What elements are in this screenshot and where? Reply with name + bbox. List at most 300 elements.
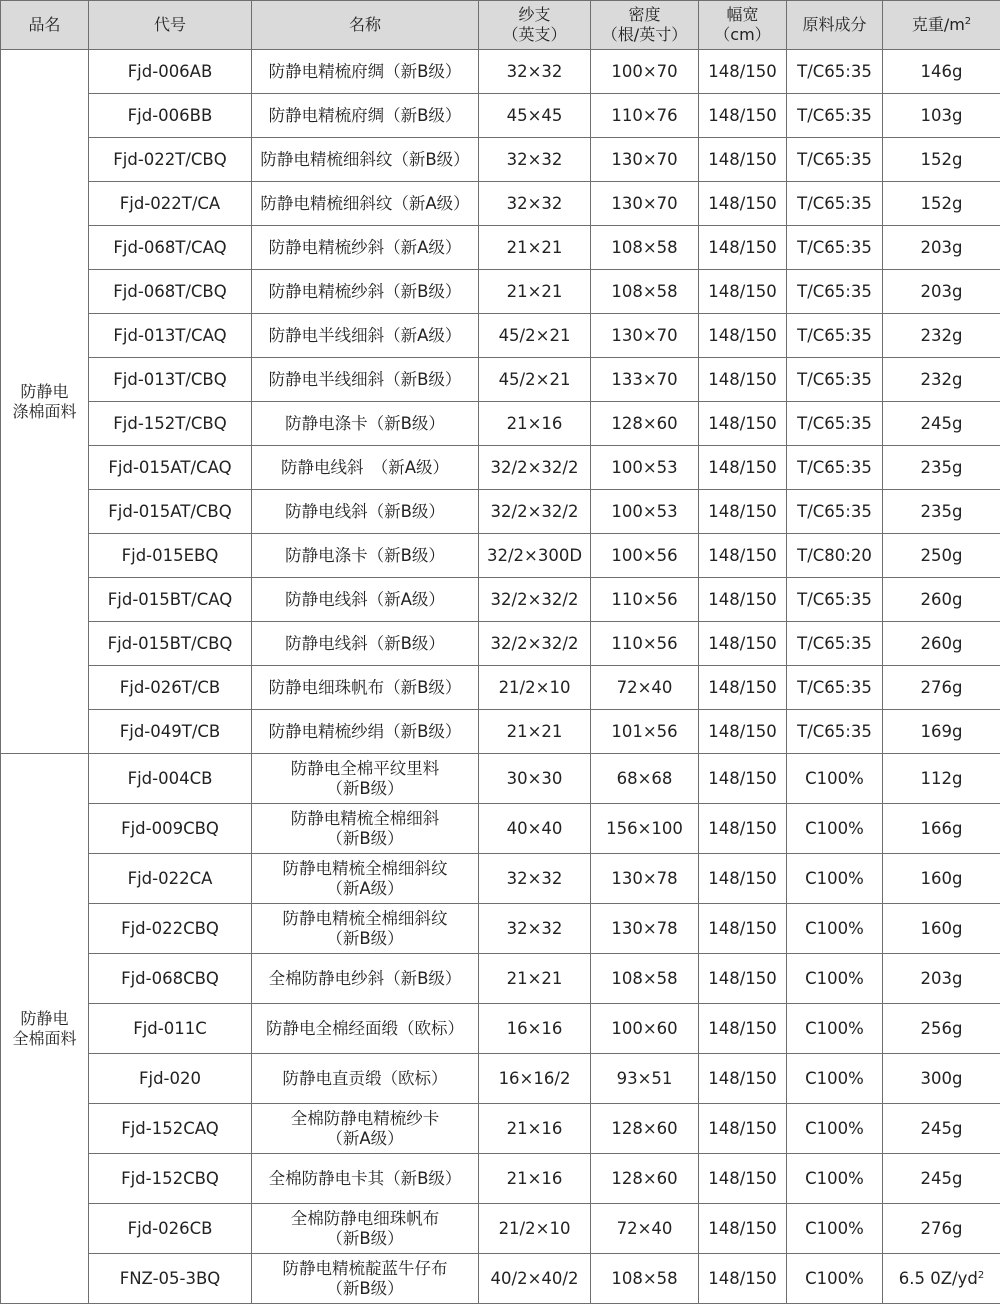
weight-value: 103g [921, 106, 963, 125]
table-row [1, 754, 1000, 804]
density-cell: 101×56 [591, 710, 699, 754]
table-row [1, 804, 1000, 854]
name-line: 防静电精梳细斜纹（新B级） [254, 150, 476, 170]
width-cell: 148/150 [699, 490, 787, 534]
name-line: 防静电细珠帆布（新B级） [254, 678, 476, 698]
table-row [1, 138, 1000, 182]
name-line: 防静电精梳纱斜（新B级） [254, 282, 476, 302]
material-cell: C100% [787, 1104, 883, 1154]
yarn-count-cell: 21×21 [479, 710, 591, 754]
table-row [1, 710, 1000, 754]
name-cell [252, 710, 479, 754]
code-cell: Fjd-015AT/CBQ [89, 490, 252, 534]
yarn-count-cell: 32×32 [479, 182, 591, 226]
name-cell [252, 1154, 479, 1204]
weight-cell [883, 226, 1000, 270]
density-cell: 100×70 [591, 50, 699, 94]
table-row [1, 182, 1000, 226]
table-row [1, 666, 1000, 710]
name-cell [252, 1104, 479, 1154]
width-cell: 148/150 [699, 1104, 787, 1154]
weight-value: 146g [921, 62, 963, 81]
material-cell: T/C65:35 [787, 446, 883, 490]
table-row [1, 534, 1000, 578]
weight-cell [883, 710, 1000, 754]
yarn-count-cell: 21×16 [479, 1104, 591, 1154]
code-cell: Fjd-022CBQ [89, 904, 252, 954]
name-line: （新B级） [254, 1229, 476, 1249]
weight-value: 169g [921, 722, 963, 741]
weight-value: 245g [921, 1119, 963, 1138]
table-row [1, 94, 1000, 138]
weight-cell [883, 1004, 1000, 1054]
name-cell [252, 1204, 479, 1254]
name-line: 防静电精梳全棉细斜纹 [254, 909, 476, 929]
weight-cell [883, 314, 1000, 358]
code-cell: Fjd-011C [89, 1004, 252, 1054]
code-cell: FNZ-05-3BQ [89, 1254, 252, 1304]
category-label-line: 防静电 [3, 1009, 86, 1029]
weight-value: 152g [921, 194, 963, 213]
material-cell: C100% [787, 754, 883, 804]
code-cell: Fjd-015BT/CBQ [89, 622, 252, 666]
product-group [1, 754, 1000, 1304]
table-header [1, 1, 1000, 50]
weight-value: 166g [921, 819, 963, 838]
density-cell: 108×58 [591, 270, 699, 314]
yarn-count-cell: 21/2×10 [479, 1204, 591, 1254]
weight-value: 160g [921, 869, 963, 888]
yarn-count-cell: 32×32 [479, 854, 591, 904]
header-category: 品名 [1, 1, 89, 50]
yarn-count-cell: 32/2×300D [479, 534, 591, 578]
table-row [1, 1004, 1000, 1054]
density-cell: 128×60 [591, 402, 699, 446]
weight-cell [883, 1054, 1000, 1104]
name-line: 全棉防静电卡其（新B级） [254, 1169, 476, 1189]
weight-cell [883, 904, 1000, 954]
category-label-line: 防静电 [3, 382, 86, 402]
weight-cell [883, 622, 1000, 666]
density-cell: 100×53 [591, 490, 699, 534]
density-cell: 100×60 [591, 1004, 699, 1054]
width-cell: 148/150 [699, 50, 787, 94]
yarn-count-cell: 30×30 [479, 754, 591, 804]
table-row [1, 622, 1000, 666]
category-cell [1, 754, 89, 1304]
name-cell [252, 270, 479, 314]
table-row [1, 226, 1000, 270]
header-density [591, 1, 699, 50]
weight-cell [883, 1154, 1000, 1204]
name-line: （新B级） [254, 929, 476, 949]
code-cell: Fjd-015BT/CAQ [89, 578, 252, 622]
material-cell: T/C65:35 [787, 666, 883, 710]
density-cell: 156×100 [591, 804, 699, 854]
weight-value: 250g [921, 546, 963, 565]
code-cell: Fjd-022T/CBQ [89, 138, 252, 182]
weight-cell [883, 1104, 1000, 1154]
category-label-line: 全棉面料 [3, 1029, 86, 1049]
name-line: 全棉防静电精梳纱卡 [254, 1109, 476, 1129]
density-cell: 108×58 [591, 226, 699, 270]
name-line: （新A级） [254, 1129, 476, 1149]
weight-value: 256g [921, 1019, 963, 1038]
table-row [1, 270, 1000, 314]
name-cell [252, 854, 479, 904]
name-cell [252, 50, 479, 94]
code-cell: Fjd-152CAQ [89, 1104, 252, 1154]
weight-cell [883, 666, 1000, 710]
width-cell: 148/150 [699, 622, 787, 666]
name-line: （新B级） [254, 779, 476, 799]
density-cell: 133×70 [591, 358, 699, 402]
name-line: 防静电涤卡（新B级） [254, 546, 476, 566]
width-cell: 148/150 [699, 1204, 787, 1254]
name-line: 全棉防静电细珠帆布 [254, 1209, 476, 1229]
density-cell: 108×58 [591, 954, 699, 1004]
material-cell: C100% [787, 1204, 883, 1254]
table-row [1, 446, 1000, 490]
yarn-count-cell: 32×32 [479, 50, 591, 94]
name-line: 防静电精梳细斜纹（新A级） [254, 194, 476, 214]
header-width [699, 1, 787, 50]
weight-value: 232g [921, 370, 963, 389]
name-cell [252, 94, 479, 138]
name-cell [252, 954, 479, 1004]
weight-value: 245g [921, 1169, 963, 1188]
yarn-count-cell: 21/2×10 [479, 666, 591, 710]
name-cell [252, 1004, 479, 1054]
width-cell: 148/150 [699, 754, 787, 804]
density-cell: 100×53 [591, 446, 699, 490]
weight-cell [883, 578, 1000, 622]
weight-value: 152g [921, 150, 963, 169]
material-cell: T/C80:20 [787, 534, 883, 578]
yarn-count-cell: 45×45 [479, 94, 591, 138]
name-line: 防静电全棉经面缎（欧标） [254, 1019, 476, 1039]
material-cell: T/C65:35 [787, 402, 883, 446]
header-density-label: 密度 [593, 5, 696, 25]
header-yarn-label: 纱支 [481, 5, 588, 25]
weight-cell [883, 446, 1000, 490]
name-line: 防静电全棉平纹里料 [254, 759, 476, 779]
width-cell: 148/150 [699, 804, 787, 854]
density-cell: 130×70 [591, 138, 699, 182]
weight-value: 203g [921, 969, 963, 988]
header-width-unit: （cm） [701, 25, 784, 45]
weight-cell [883, 754, 1000, 804]
name-line: 防静电半线细斜（新B级） [254, 370, 476, 390]
weight-value: 260g [921, 634, 963, 653]
material-cell: C100% [787, 1004, 883, 1054]
name-cell [252, 138, 479, 182]
weight-cell [883, 1204, 1000, 1254]
name-line: 防静电精梳全棉细斜 [254, 809, 476, 829]
code-cell: Fjd-009CBQ [89, 804, 252, 854]
weight-value: 245g [921, 414, 963, 433]
name-cell [252, 314, 479, 358]
table-row [1, 314, 1000, 358]
name-line: 全棉防静电纱斜（新B级） [254, 969, 476, 989]
weight-cell [883, 490, 1000, 534]
material-cell: T/C65:35 [787, 622, 883, 666]
width-cell: 148/150 [699, 1004, 787, 1054]
density-cell: 72×40 [591, 666, 699, 710]
name-line: （新B级） [254, 1279, 476, 1299]
material-cell: C100% [787, 1054, 883, 1104]
weight-cell [883, 804, 1000, 854]
weight-value: 235g [921, 502, 963, 521]
name-line: 防静电精梳纱斜（新A级） [254, 238, 476, 258]
name-cell [252, 226, 479, 270]
code-cell: Fjd-026T/CB [89, 666, 252, 710]
name-line: 防静电精梳府绸（新B级） [254, 62, 476, 82]
weight-cell [883, 854, 1000, 904]
density-cell: 110×56 [591, 622, 699, 666]
name-cell [252, 402, 479, 446]
yarn-count-cell: 32/2×32/2 [479, 446, 591, 490]
yarn-count-cell: 21×16 [479, 1154, 591, 1204]
code-cell: Fjd-152CBQ [89, 1154, 252, 1204]
width-cell: 148/150 [699, 314, 787, 358]
density-cell: 110×56 [591, 578, 699, 622]
yarn-count-cell: 40×40 [479, 804, 591, 854]
width-cell: 148/150 [699, 534, 787, 578]
material-cell: C100% [787, 854, 883, 904]
material-cell: T/C65:35 [787, 226, 883, 270]
table-row [1, 490, 1000, 534]
code-cell: Fjd-015EBQ [89, 534, 252, 578]
yarn-count-cell: 16×16 [479, 1004, 591, 1054]
yarn-count-cell: 32×32 [479, 904, 591, 954]
name-cell [252, 534, 479, 578]
weight-value: 260g [921, 590, 963, 609]
table-row [1, 1104, 1000, 1154]
material-cell: T/C65:35 [787, 50, 883, 94]
weight-value: 112g [921, 769, 963, 788]
name-line: 防静电半线细斜（新A级） [254, 326, 476, 346]
name-line: 防静电涤卡（新B级） [254, 414, 476, 434]
code-cell: Fjd-006BB [89, 94, 252, 138]
name-cell [252, 754, 479, 804]
category-label-line: 涤棉面料 [3, 402, 86, 422]
weight-cell [883, 1254, 1000, 1304]
yarn-count-cell: 21×21 [479, 226, 591, 270]
width-cell: 148/150 [699, 270, 787, 314]
weight-value: 203g [921, 238, 963, 257]
width-cell: 148/150 [699, 182, 787, 226]
width-cell: 148/150 [699, 666, 787, 710]
density-cell: 128×60 [591, 1154, 699, 1204]
density-cell: 128×60 [591, 1104, 699, 1154]
header-weight-label: 克重/m [912, 15, 965, 34]
density-cell: 68×68 [591, 754, 699, 804]
yarn-count-cell: 21×21 [479, 270, 591, 314]
name-line: 防静电线斜（新B级） [254, 502, 476, 522]
weight-cell [883, 270, 1000, 314]
code-cell: Fjd-004CB [89, 754, 252, 804]
weight-cell [883, 138, 1000, 182]
material-cell: C100% [787, 804, 883, 854]
category-cell [1, 50, 89, 754]
yarn-count-cell: 21×21 [479, 954, 591, 1004]
material-cell: T/C65:35 [787, 358, 883, 402]
yarn-count-cell: 32/2×32/2 [479, 622, 591, 666]
material-cell: T/C65:35 [787, 490, 883, 534]
code-cell: Fjd-022T/CA [89, 182, 252, 226]
weight-cell [883, 50, 1000, 94]
name-line: 防静电线斜（新B级） [254, 634, 476, 654]
width-cell: 148/150 [699, 578, 787, 622]
code-cell: Fjd-013T/CAQ [89, 314, 252, 358]
table-row [1, 1054, 1000, 1104]
table-row [1, 358, 1000, 402]
table-row [1, 402, 1000, 446]
header-material: 原料成分 [787, 1, 883, 50]
density-cell: 130×78 [591, 904, 699, 954]
width-cell: 148/150 [699, 1254, 787, 1304]
material-cell: C100% [787, 904, 883, 954]
name-line: 防静电线斜（新A级） [254, 590, 476, 610]
code-cell: Fjd-152T/CBQ [89, 402, 252, 446]
name-line: （新A级） [254, 879, 476, 899]
weight-value: 6.5 0Z/yd [899, 1269, 978, 1288]
name-cell [252, 804, 479, 854]
weight-cell [883, 954, 1000, 1004]
header-name: 名称 [252, 1, 479, 50]
table-row [1, 1254, 1000, 1304]
header-row [1, 1, 1000, 50]
material-cell: T/C65:35 [787, 138, 883, 182]
material-cell: T/C65:35 [787, 182, 883, 226]
material-cell: T/C65:35 [787, 578, 883, 622]
weight-value: 276g [921, 1219, 963, 1238]
code-cell: Fjd-049T/CB [89, 710, 252, 754]
material-cell: T/C65:35 [787, 94, 883, 138]
density-cell: 130×70 [591, 182, 699, 226]
yarn-count-cell: 32/2×32/2 [479, 490, 591, 534]
weight-value: 203g [921, 282, 963, 301]
header-weight-superscript: 2 [965, 16, 971, 27]
density-cell: 72×40 [591, 1204, 699, 1254]
material-cell: C100% [787, 1154, 883, 1204]
table-row [1, 954, 1000, 1004]
weight-value: 160g [921, 919, 963, 938]
header-width-label: 幅宽 [701, 5, 784, 25]
table-row [1, 854, 1000, 904]
weight-cell [883, 534, 1000, 578]
material-cell: C100% [787, 954, 883, 1004]
name-line: 防静电精梳纱绢（新B级） [254, 722, 476, 742]
yarn-count-cell: 32×32 [479, 138, 591, 182]
width-cell: 148/150 [699, 1054, 787, 1104]
table-row [1, 1154, 1000, 1204]
name-line: 防静电精梳靛蓝牛仔布 [254, 1259, 476, 1279]
weight-value: 232g [921, 326, 963, 345]
header-yarn-unit: （英支） [481, 25, 588, 45]
yarn-count-cell: 45/2×21 [479, 314, 591, 358]
name-cell [252, 446, 479, 490]
material-cell: T/C65:35 [787, 314, 883, 358]
material-cell: T/C65:35 [787, 710, 883, 754]
product-group [1, 50, 1000, 754]
density-cell: 110×76 [591, 94, 699, 138]
yarn-count-cell: 21×16 [479, 402, 591, 446]
header-density-unit: （根/英寸） [593, 25, 696, 45]
code-cell: Fjd-026CB [89, 1204, 252, 1254]
width-cell: 148/150 [699, 358, 787, 402]
width-cell: 148/150 [699, 1154, 787, 1204]
code-cell: Fjd-015AT/CAQ [89, 446, 252, 490]
name-cell [252, 358, 479, 402]
name-cell [252, 1054, 479, 1104]
yarn-count-cell: 45/2×21 [479, 358, 591, 402]
name-cell [252, 1254, 479, 1304]
density-cell: 108×58 [591, 1254, 699, 1304]
name-cell [252, 622, 479, 666]
code-cell: Fjd-068T/CBQ [89, 270, 252, 314]
density-cell: 130×70 [591, 314, 699, 358]
name-line: 防静电直贡缎（欧标） [254, 1069, 476, 1089]
name-line: 防静电精梳府绸（新B级） [254, 106, 476, 126]
table-row [1, 578, 1000, 622]
density-cell: 100×56 [591, 534, 699, 578]
material-cell: T/C65:35 [787, 270, 883, 314]
width-cell: 148/150 [699, 94, 787, 138]
header-yarn-count [479, 1, 591, 50]
width-cell: 148/150 [699, 904, 787, 954]
width-cell: 148/150 [699, 854, 787, 904]
name-cell [252, 904, 479, 954]
width-cell: 148/150 [699, 226, 787, 270]
weight-cell [883, 94, 1000, 138]
yarn-count-cell: 40/2×40/2 [479, 1254, 591, 1304]
code-cell: Fjd-006AB [89, 50, 252, 94]
weight-superscript: 2 [978, 1270, 984, 1281]
code-cell: Fjd-022CA [89, 854, 252, 904]
width-cell: 148/150 [699, 138, 787, 182]
weight-cell [883, 358, 1000, 402]
table-row [1, 50, 1000, 94]
weight-value: 235g [921, 458, 963, 477]
weight-value: 300g [921, 1069, 963, 1088]
width-cell: 148/150 [699, 402, 787, 446]
name-line: 防静电线斜 （新A级） [254, 458, 476, 478]
density-cell: 93×51 [591, 1054, 699, 1104]
yarn-count-cell: 16×16/2 [479, 1054, 591, 1104]
weight-cell [883, 182, 1000, 226]
material-cell: C100% [787, 1254, 883, 1304]
yarn-count-cell: 32/2×32/2 [479, 578, 591, 622]
width-cell: 148/150 [699, 710, 787, 754]
width-cell: 148/150 [699, 446, 787, 490]
density-cell: 130×78 [591, 854, 699, 904]
code-cell: Fjd-020 [89, 1054, 252, 1104]
name-cell [252, 490, 479, 534]
header-code: 代号 [89, 1, 252, 50]
width-cell: 148/150 [699, 954, 787, 1004]
code-cell: Fjd-068T/CAQ [89, 226, 252, 270]
name-cell [252, 578, 479, 622]
code-cell: Fjd-068CBQ [89, 954, 252, 1004]
name-cell [252, 666, 479, 710]
code-cell: Fjd-013T/CBQ [89, 358, 252, 402]
table-row [1, 1204, 1000, 1254]
table-row [1, 904, 1000, 954]
name-line: （新B级） [254, 829, 476, 849]
header-weight [883, 1, 1000, 50]
